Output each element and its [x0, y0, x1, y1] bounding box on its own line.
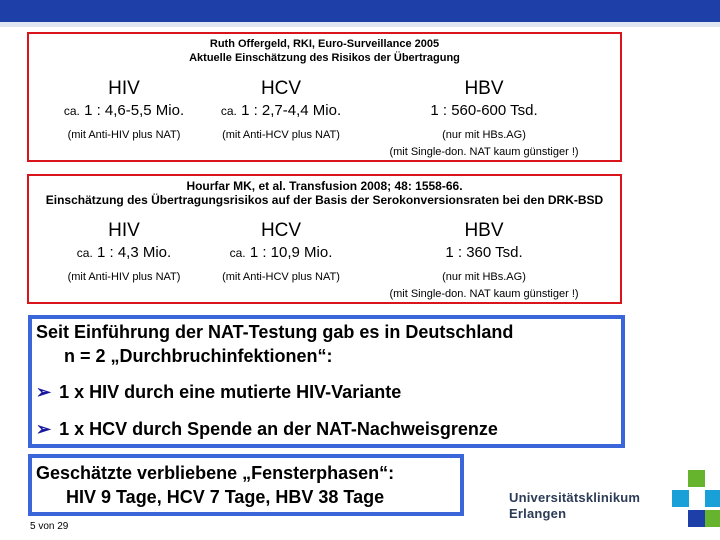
- risk-rate: [359, 244, 609, 262]
- logo-square-green: [688, 470, 705, 487]
- risk-rate: [206, 102, 356, 120]
- logo-text-line1: Universitätsklinikum: [509, 490, 641, 505]
- ca-prefix: ca.: [220, 104, 237, 118]
- bullet-text: 1 x HIV durch eine mutierte HIV-Variante: [59, 382, 402, 402]
- ca-prefix: ca.: [229, 246, 246, 260]
- nat-breakthrough-box: [28, 315, 625, 448]
- source-subtitle: Aktuelle Einschätzung des Risikos der Übertragung: [189, 52, 460, 64]
- logo-square-green: [705, 510, 720, 527]
- column-hcv: [206, 220, 356, 284]
- test-note: (mit Anti-HIV plus NAT): [67, 129, 181, 141]
- rate-value: 1 : 10,9 Mio.: [249, 244, 333, 261]
- source-line: Ruth Offergeld, RKI, Euro-Surveillance 2005: [209, 38, 440, 50]
- risk-rate: [359, 102, 609, 120]
- risk-estimate-box-drk: [27, 174, 622, 304]
- risk-rate: [29, 102, 219, 120]
- rate-value: 1 : 360 Tsd.: [445, 244, 523, 261]
- test-note: (nur mit HBs.AG): [442, 271, 526, 283]
- test-note: (mit Anti-HIV plus NAT): [67, 271, 181, 283]
- bullet-item: [36, 418, 498, 440]
- logo-square-cyan: [672, 490, 689, 507]
- virus-label: HIV: [108, 220, 140, 241]
- ca-prefix: ca.: [76, 246, 93, 260]
- window-period-box: [28, 454, 464, 516]
- bullet-item: [36, 381, 401, 403]
- test-note-extra: (mit Single-don. NAT kaum günstiger !): [389, 288, 579, 300]
- header-bar: [0, 0, 720, 22]
- column-hcv: [206, 78, 356, 142]
- rate-value: 1 : 560-600 Tsd.: [430, 102, 538, 119]
- test-note-extra: (mit Single-don. NAT kaum günstiger !): [389, 146, 579, 158]
- source-subtitle: Einschätzung des Übertragungsrisikos auf der Basis der Serokonversionsraten bei den DRK-BSD: [45, 193, 604, 207]
- header-bar-shadow: [0, 22, 720, 27]
- logo-square-cyan: [705, 490, 720, 507]
- virus-label: HBV: [464, 78, 504, 99]
- logo-square-blue: [688, 510, 705, 527]
- virus-label: HCV: [260, 78, 302, 99]
- page-number: 5 von 29: [30, 521, 69, 532]
- test-note: (mit Anti-HCV plus NAT): [222, 271, 340, 283]
- ca-prefix: ca.: [63, 104, 80, 118]
- column-hiv: [29, 220, 219, 284]
- nat-count: n = 2 „Durchbruchinfektionen“:: [64, 346, 333, 366]
- logo-text-line2: Erlangen: [509, 506, 567, 521]
- virus-label: HCV: [260, 220, 302, 241]
- column-hbv: [359, 78, 609, 159]
- risk-estimate-box-rki: [27, 32, 622, 162]
- source-line: Hourfar MK, et al. Transfusion 2008; 48: 1558-66.: [186, 179, 463, 193]
- test-note: (mit Anti-HCV plus NAT): [222, 129, 340, 141]
- rate-value: 1 : 4,3 Mio.: [96, 244, 172, 261]
- arrow-bullet-icon: ➢: [36, 382, 52, 402]
- risk-rate: [206, 244, 356, 262]
- rate-value: 1 : 2,7-4,4 Mio.: [241, 102, 342, 119]
- column-hbv: [359, 220, 609, 301]
- nat-heading: Seit Einführung der NAT-Testung gab es in Deutschland: [36, 322, 514, 342]
- rate-value: 1 : 4,6-5,5 Mio.: [84, 102, 185, 119]
- window-values: HIV 9 Tage, HCV 7 Tage, HBV 38 Tage: [66, 487, 385, 507]
- virus-label: HBV: [464, 220, 504, 241]
- arrow-bullet-icon: ➢: [36, 419, 52, 439]
- bullet-text: 1 x HCV durch Spende an der NAT-Nachweisgrenze: [59, 419, 498, 439]
- virus-label: HIV: [108, 78, 140, 99]
- test-note: (nur mit HBs.AG): [442, 129, 526, 141]
- column-hiv: [29, 78, 219, 142]
- window-heading: Geschätzte verbliebene „Fensterphasen“:: [36, 463, 395, 483]
- risk-rate: [29, 244, 219, 262]
